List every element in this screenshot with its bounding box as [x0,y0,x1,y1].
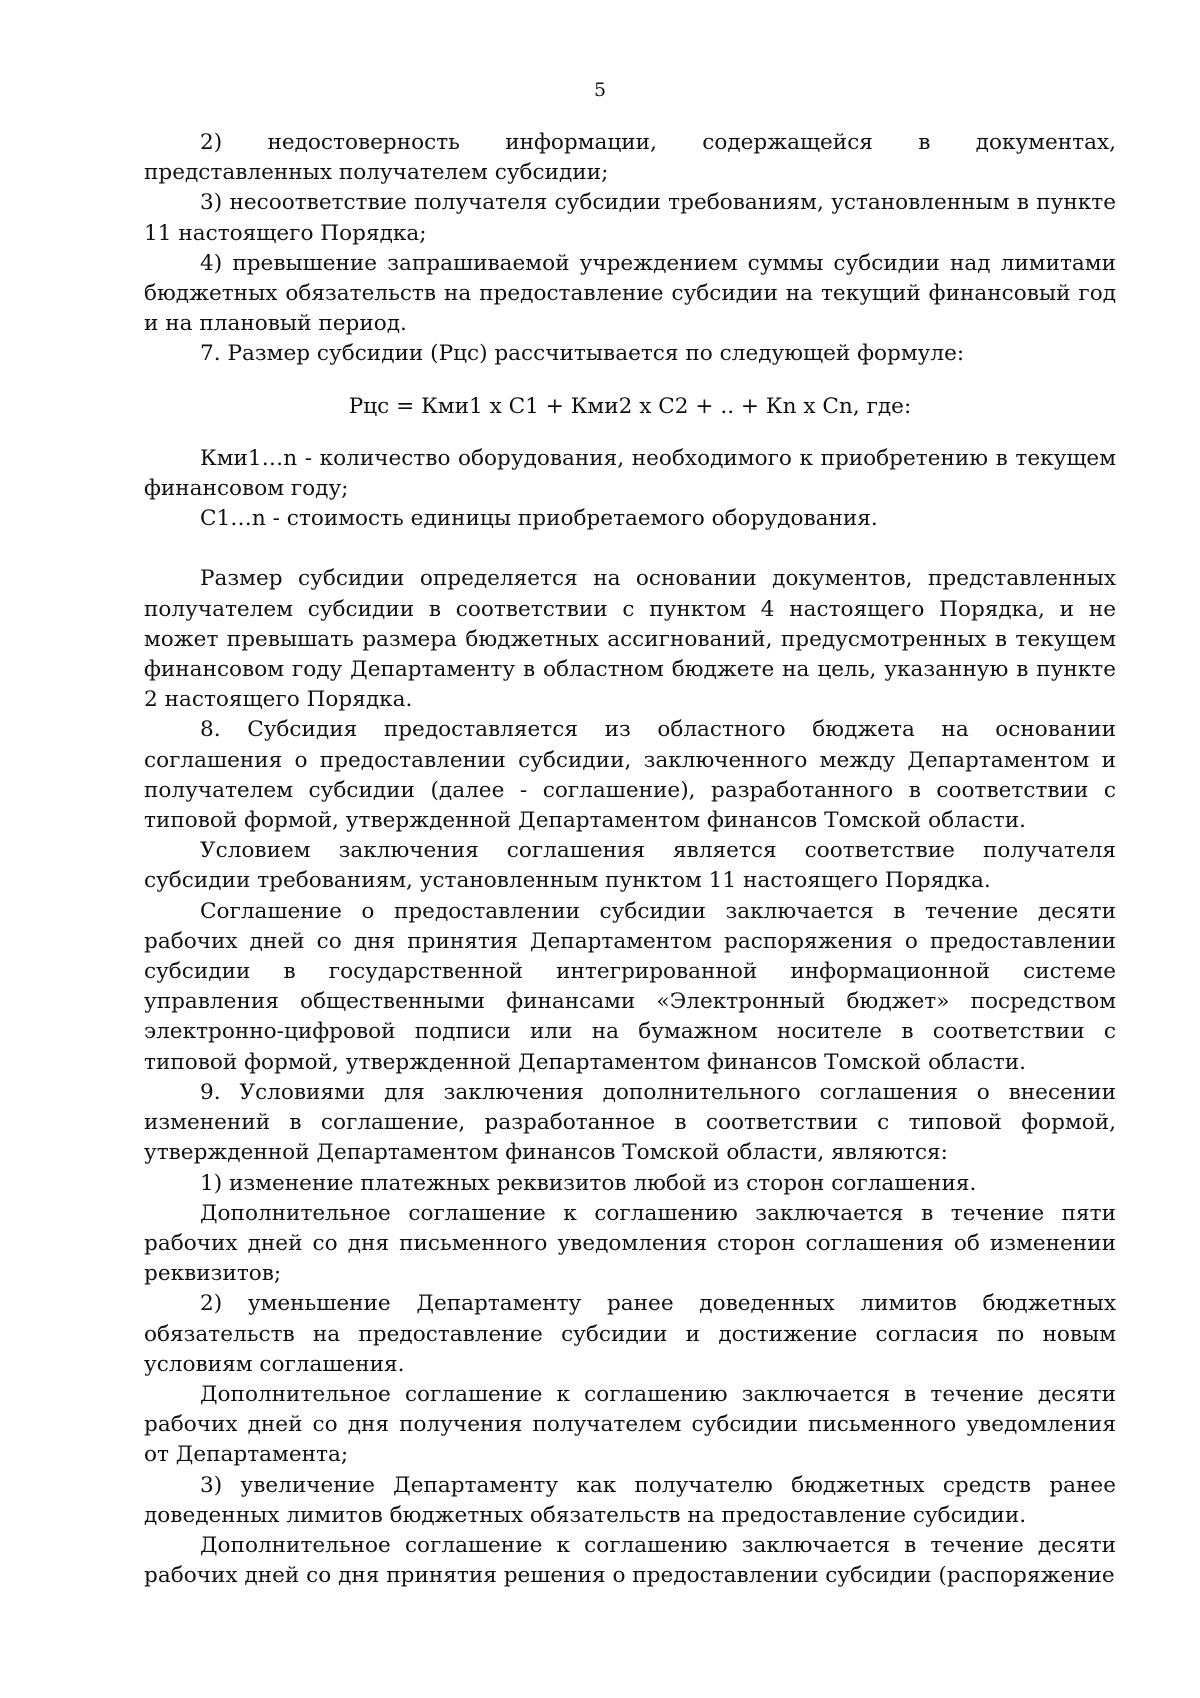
formula-definition-c: C1…n - стоимость единицы приобретаемого оборудования. [200,506,878,532]
paragraph-clause-7: 7. Размер субсидии (Рцс) рассчитывается по следующей формуле: [200,341,965,367]
paragraph-item-4: 4) превышение запрашиваемой учреждением суммы субсидии над лимитами бюджетных обязательств на предоставление субсидии на текущий финансовый год и на плановый период. [144,250,1116,337]
paragraph-item-2: 2) недостоверность информации, содержащейся в документах, представленных получателем субсидии; [144,130,1116,186]
paragraph-agreement-term: Соглашение о предоставлении субсидии заключается в течение десяти рабочих дней со дня принятия Департаментом распоряжения о предоставлении субсидии в государственной интегрированной информационной системе управления общественными финансами «Электронный бюджет» посредством электронно-цифровой подписи или на бумажном носителе в соответствии с типовой формой, утвержденной Департаментом финансов Томской области. [144,898,1116,1075]
formula-definition-kmi: Кми1…n - количество оборудования, необходимого к приобретению в текущем финансовом году; [144,445,1116,502]
paragraph-additional-agreement-3: Дополнительное соглашение к соглашению заключается в течение десяти рабочих дней со дня принятия решения о предоставлении субсидии (распоряжение [144,1532,1116,1589]
paragraph-agreement-condition: Условием заключения соглашения является соответствие получателя субсидии требованиям, установленным пунктом 11 настоящего Порядка. [144,838,1116,894]
paragraph-condition-1: 1) изменение платежных реквизитов любой из сторон соглашения. [200,1170,977,1196]
subsidy-formula: Рцс = Кми1 x C1 + Кми2 x C2 + .. + Кn x Cn, где: [348,393,912,419]
paragraph-item-3: 3) несоответствие получателя субсидии требованиям, установленным в пункте 11 настоящего Порядка; [144,190,1116,246]
page-number: 5 [593,79,607,101]
paragraph-condition-3: 3) увеличение Департаменту как получателю бюджетных средств ранее доведенных лимитов бюджетных обязательств на предоставление субсидии. [144,1472,1116,1528]
paragraph-additional-agreement-1: Дополнительное соглашение к соглашению заключается в течение пяти рабочих дней со дня письменного уведомления сторон соглашения об изменении реквизитов; [144,1200,1116,1287]
paragraph-condition-2: 2) уменьшение Департаменту ранее доведенных лимитов бюджетных обязательств на предоставление субсидии и достижение согласия по новым условиям соглашения. [144,1291,1116,1377]
paragraph-clause-9: 9. Условиями для заключения дополнительного соглашения о внесении изменений в соглашение, разработанное в соответствии с типовой формой, утвержденной Департаментом финансов Томской области, являются: [144,1079,1116,1166]
paragraph-clause-8: 8. Субсидия предоставляется из областного бюджета на основании соглашения о предоставлении субсидии, заключенного между Департаментом и получателем субсидии (далее - соглашение), разработанного в соответствии с типовой формой, утвержденной Департаментом финансов Томской области. [144,717,1116,834]
document-body [144,128,1116,1591]
paragraph-subsidy-size: Размер субсидии определяется на основании документов, представленных получателем субсидии в соответствии с пунктом 4 настоящего Порядка, и не может превышать размера бюджетных ассигнований, предусмотренных в текущем финансовом году Департаменту в областном бюджете на цель, указанную в пункте 2 настоящего Порядка. [144,566,1116,713]
paragraph-additional-agreement-2: Дополнительное соглашение к соглашению заключается в течение десяти рабочих дней со дня получения получателем субсидии письменного уведомления от Департамента; [144,1381,1116,1468]
